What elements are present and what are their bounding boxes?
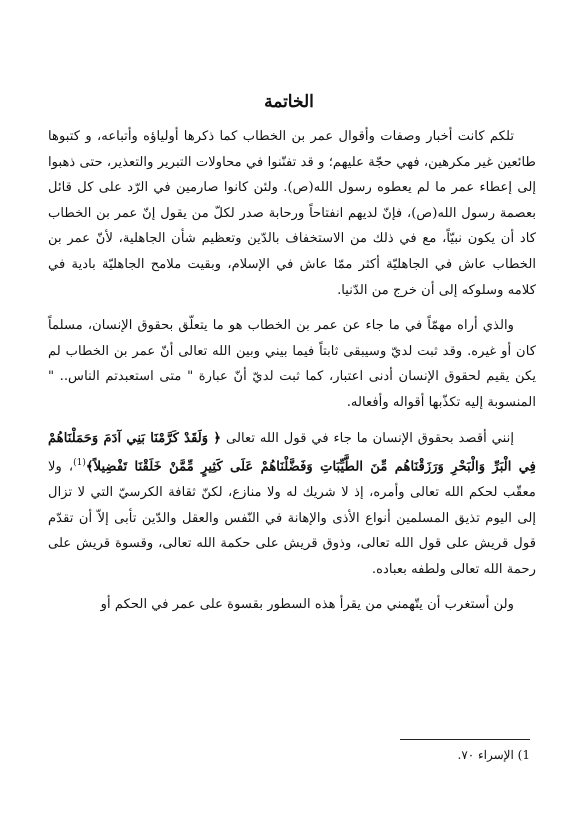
quran-verse: ﴿ وَلَقَدْ كَرَّمْنَا بَنِي آدَمَ وَحَمَلْنَاهُمْ فِي الْبَرِّ وَالْبَحْرِ وَرَزَقْنَاهُم مِّنَ الطَّيِّبَاتِ وَفَضَّلْنَاهُمْ عَلَى كَثِيرٍ مِّمَّنْ خَلَقْنَا تَفْضِيلاً﴾ (48, 430, 536, 475)
page-title: الخاتمة (264, 92, 314, 112)
paragraph-2: والذي أراه مهمّاً في ما جاء عن عمر بن الخطاب هو ما يتعلّق بحقوق الإنسان، مسلماً كان أو غيره. وقد ثبت لديّ وسيبقى ثابتاً فيما بيني وبين الله تعالى أنّ عمر بن الخطاب لم يكن يقيم لحقوق الإنسان أدنى اعتبار، كما ثبت لديّ أنّ عبارة " متى استعبدتم الناس.. " المنسوبة إليه تكذّبها أقواله وأفعاله. (48, 318, 536, 410)
body-text (48, 124, 536, 618)
paragraph-3-continuation: ، ولا معقّب لحكم الله تعالى وأمره، إذ لا شريك له ولا منازع، لكنّ ثقافة الكرسيّ التي لا تزال إلى اليوم تذيق المسلمين أنواع الأذى والإهانة في النّفس والعقل والدّين تأبى إلاّ أن تقدّم قول قريش على قول الله تعالى، وذوق قريش على حكمة الله تعالى، وقسوة قريش على رحمة الله تعالى ولطفه بعباده. (48, 459, 536, 577)
footnote-reference: (1) (73, 458, 86, 469)
paragraph-1: تلكم كانت أخبار وصفات وأقوال عمر بن الخطاب كما ذكرها أولياؤه وأتباعه، و كتبوها طائعين غير مكرهين، فهي حجّة عليهم؛ و قد تفنّنوا في محاولات التبرير والتعذير، حتى ذهبوا إلى إعطاء عمر ما لم يعطوه رسول الله(ص). ولئن كانوا صارمين في الرّد على كل قائل بعصمة رسول الله(ص)، فإنّ لديهم انفتاحاً ورحابة صدر لكلّ من يقول إنّ عمر بن الخطاب كاد أن يكون نبيّاً، مع في ذلك من الاستخفاف بالدّين وتعظيم شأن الجاهلية، لأنّ عمر بن الخطاب عاش في الجاهليّة أكثر ممّا عاش في الإسلام، وبقيت ملامح الجاهليّة بادية في كلامه وسلوكه إلى أن خرج من الدّنيا. (48, 129, 536, 298)
paragraph-4: ولن أستغرب أن يتّهمني من يقرأ هذه السطور بقسوة على عمر في الحكم أو (100, 597, 514, 613)
paragraph-3 (48, 426, 536, 583)
paragraph-3-intro: إنني أقصد بحقوق الإنسان ما جاء في قول الله تعالى (225, 430, 514, 446)
footnote-divider (400, 739, 530, 740)
footnote: 1) الإسراء ٧٠. (457, 748, 530, 762)
